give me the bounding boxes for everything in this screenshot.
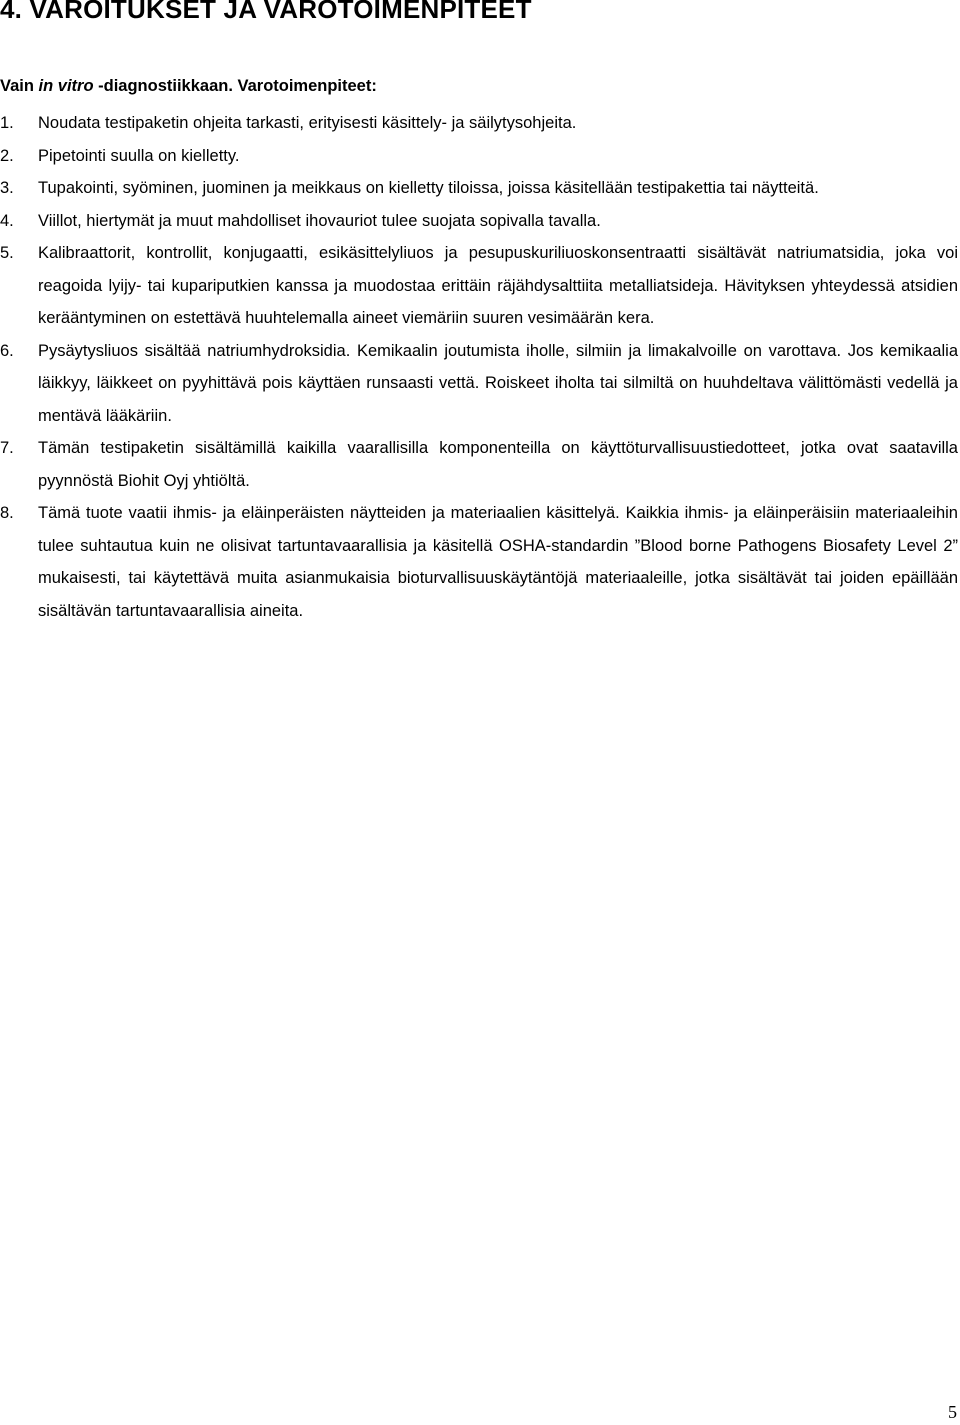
list-item bbox=[0, 237, 958, 335]
list-item-number: 8. bbox=[0, 504, 14, 522]
list-item bbox=[0, 172, 958, 205]
list-item-text: Tämän testipaketin sisältämillä kaikilla vaarallisilla komponenteilla on käyttöturvallisuustiedotteet, jotka ovat saatavilla pyynnöstä Biohit Oyj yhtiöltä. bbox=[38, 439, 958, 490]
intro-line bbox=[0, 77, 377, 96]
list-item-number: 7. bbox=[0, 439, 14, 457]
list-item-number: 2. bbox=[0, 146, 14, 165]
list-item bbox=[0, 335, 958, 433]
section-heading: 4. VAROITUKSET JA VAROTOIMENPITEET bbox=[0, 0, 532, 24]
list-item bbox=[0, 140, 958, 173]
intro-prefix: Vain bbox=[0, 77, 39, 95]
list-item bbox=[0, 205, 958, 238]
list-item-number: 1. bbox=[0, 114, 14, 132]
list-item-text: Pysäytysliuos sisältää natriumhydroksidia. Kemikaalin joutumista iholle, silmiin ja limakalvoille on varottava. Jos kemikaalia läikkyy, läikkeet on pyyhittävä pois käyttäen runsaasti vettä. Roiskeet iholta tai silmiltä on huuhdeltava välittömästi vedellä ja mentävä lääkäriin. bbox=[38, 341, 958, 425]
list-item bbox=[0, 432, 958, 497]
precautions-list bbox=[0, 107, 958, 627]
list-item-number: 6. bbox=[0, 341, 14, 360]
list-item-number: 4. bbox=[0, 211, 14, 230]
intro-suffix: -diagnostiikkaan. Varotoimenpiteet: bbox=[93, 77, 377, 95]
list-item-number: 5. bbox=[0, 244, 14, 262]
list-item-text: Viillot, hiertymät ja muut mahdolliset ihovauriot tulee suojata sopivalla tavalla. bbox=[38, 211, 601, 230]
list-item bbox=[0, 497, 958, 627]
list-item bbox=[0, 107, 958, 140]
list-item-text: Pipetointi suulla on kielletty. bbox=[38, 146, 240, 165]
page-number: 5 bbox=[948, 1402, 957, 1422]
list-item-number: 3. bbox=[0, 179, 14, 197]
list-item-text: Noudata testipaketin ohjeita tarkasti, erityisesti käsittely- ja säilytysohjeita. bbox=[38, 114, 577, 132]
list-item-text: Tupakointi, syöminen, juominen ja meikkaus on kielletty tiloissa, joissa käsitellään testipakettia tai näytteitä. bbox=[38, 179, 819, 197]
list-item-text: Tämä tuote vaatii ihmis- ja eläinperäisten näytteiden ja materiaalien käsittelyä. Kaikkia ihmis- ja eläinperäisiin materiaaleihin tulee suhtautua kuin ne olisivat tartuntavaarallisia ja käsitellä OSHA-standardin ”Blood borne Pathogens Biosafety Level 2” mukaisesti, tai käytettävä muita asianmukaisia bioturvallisuuskäytäntöjä materiaaleille, jotka sisältävät tai joiden epäillään sisältävän tartuntavaarallisia aineita. bbox=[38, 504, 958, 620]
list-item-text: Kalibraattorit, kontrollit, konjugaatti, esikäsittelyliuos ja pesupuskuriliuoskonsentraatti sisältävät natriumatsidia, joka voi reagoida lyijy- tai kupariputkien kanssa ja muodostaa erittäin räjähdysalttiita metalliatsideja. Hävityksen yhteydessä atsidien kerääntyminen on estettävä huuhtelemalla aineet viemäriin suuren vesimäärän kera. bbox=[38, 244, 958, 327]
intro-italic: in vitro bbox=[38, 77, 94, 95]
